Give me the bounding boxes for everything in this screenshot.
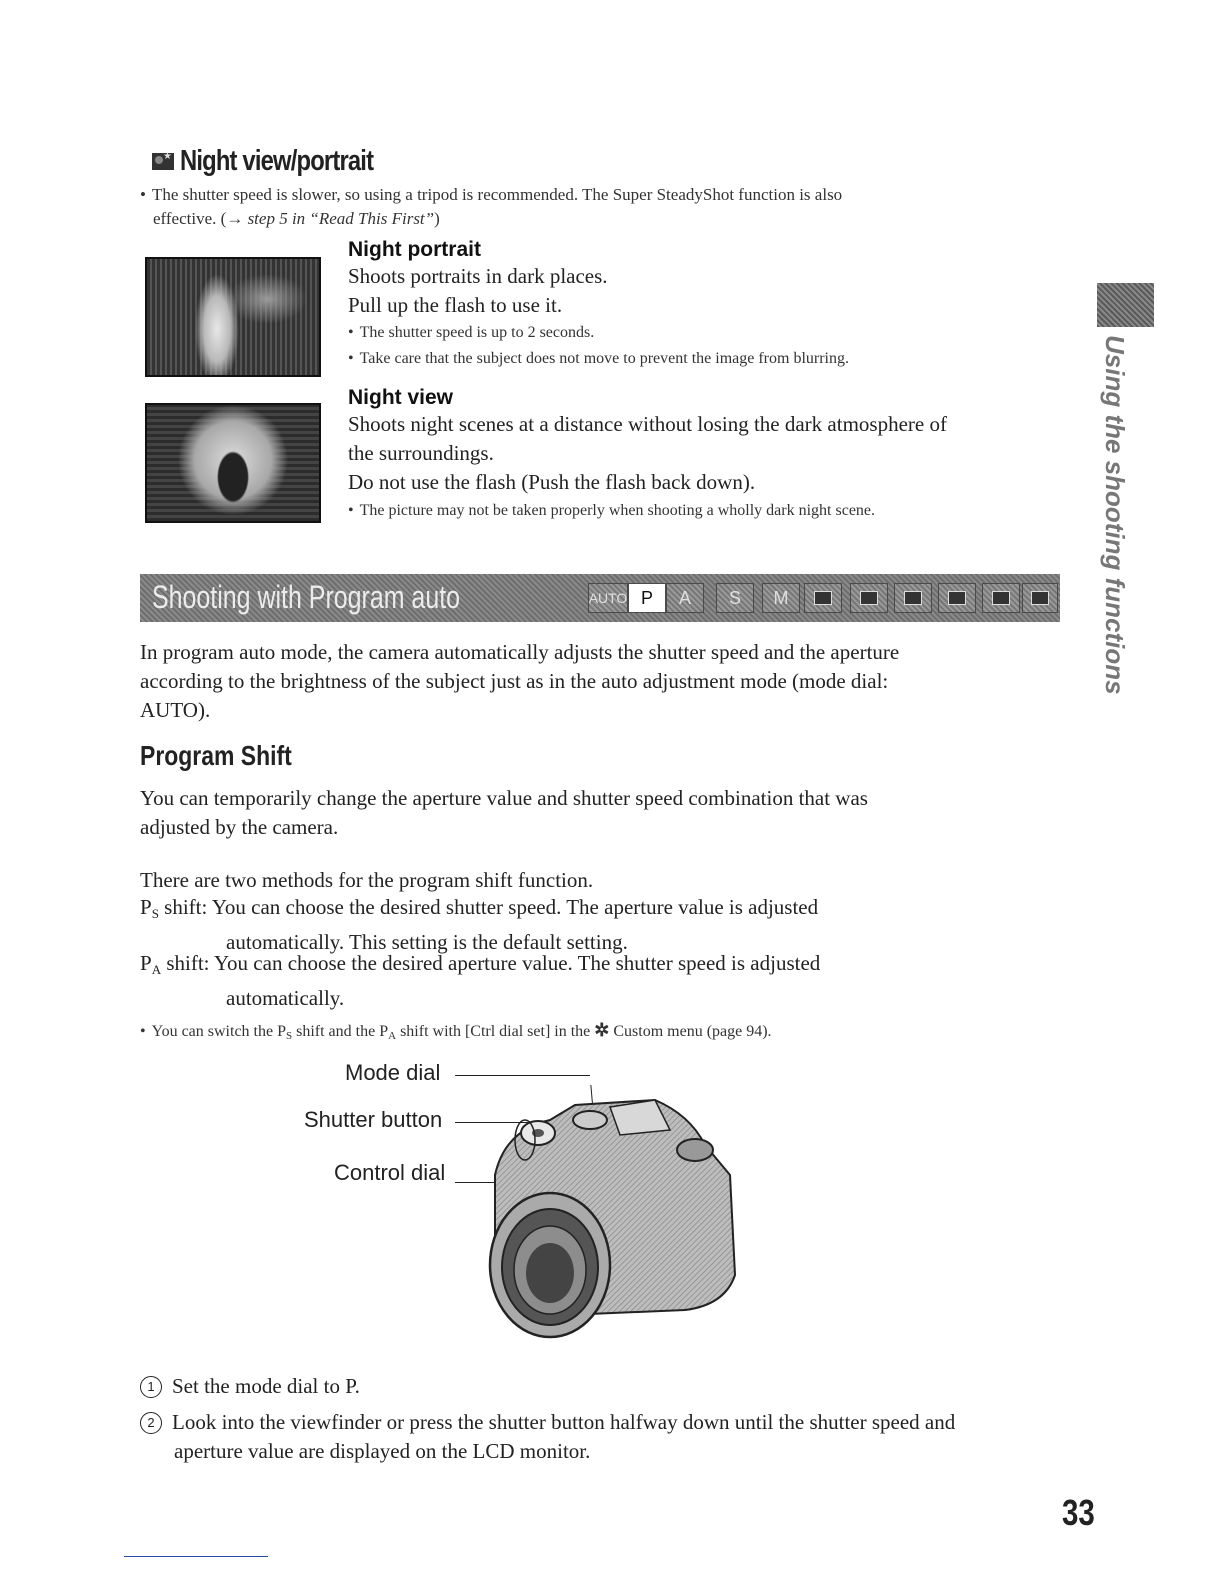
scene-night-icon bbox=[804, 583, 842, 613]
mode-a: A bbox=[666, 583, 704, 613]
camera-illustration bbox=[455, 1085, 745, 1345]
scene-mountain-icon bbox=[982, 583, 1020, 613]
scene-landscape-icon bbox=[894, 583, 932, 613]
program-shift-title: Program Shift bbox=[140, 740, 292, 771]
mode-banner bbox=[140, 574, 1060, 622]
side-tab-marker bbox=[1097, 283, 1154, 327]
banner-title: Shooting with Program auto bbox=[152, 579, 461, 615]
scene-portrait-icon bbox=[850, 583, 888, 613]
mode-p: P bbox=[628, 583, 666, 613]
shutter-button-label: Shutter button bbox=[304, 1107, 443, 1132]
night-portrait-icon bbox=[152, 153, 174, 170]
night-portrait-photo bbox=[145, 257, 321, 377]
footer-rule bbox=[124, 1556, 268, 1557]
scene-macro-icon bbox=[938, 583, 976, 613]
night-view-block: Night view Shoots night scenes at a distance without losing the dark atmosphere of the surroundings. Do not use the flash (Push the flash back down). • The picture may not be taken properly when shooting a wholly dark night scene. bbox=[348, 386, 1068, 525]
night-view-photo bbox=[145, 403, 321, 523]
step-1-number: 1 bbox=[140, 1376, 162, 1398]
section-title: Night view/portrait bbox=[180, 145, 374, 177]
pa-shift-item: $P_A$ shift: You can choose the desired aperture value. The shutter speed is adjusted automatically. bbox=[140, 951, 821, 1010]
night-portrait-block: Night portrait Shoots portraits in dark places. Pull up the flash to use it. • The shutter speed is up to 2 seconds. • Take care that the subject does not move to prevent the image from blurring. bbox=[348, 238, 1068, 372]
step-2: 2 Look into the viewfinder or press the shutter button halfway down until the shutter speed and aperture value are displayed on the LCD monitor. bbox=[140, 1408, 1060, 1466]
night-portrait-heading: Night portrait bbox=[348, 238, 481, 261]
mode-dial-leader bbox=[455, 1075, 590, 1076]
scene-sports-icon bbox=[1022, 583, 1058, 613]
mode-s: S bbox=[716, 583, 754, 613]
step-2-number: 2 bbox=[140, 1412, 162, 1434]
gear-icon: ✲ bbox=[594, 1020, 610, 1040]
program-shift-desc: You can temporarily change the aperture value and shutter speed combination that was adjusted by the camera. bbox=[140, 786, 868, 839]
mode-m: M bbox=[762, 583, 800, 613]
methods-intro: There are two methods for the program shift function. bbox=[140, 868, 594, 892]
mode-auto: AUTO bbox=[588, 583, 628, 613]
ps-shift-item: $P_S$ shift: You can choose the desired shutter speed. The aperture value is adjusted automatically. This setting is the default setting. bbox=[140, 895, 819, 954]
control-dial-label: Control dial bbox=[334, 1160, 446, 1185]
night-view-heading: Night view bbox=[348, 386, 454, 409]
custom-menu-note: • You can switch the $P_S$ shift and the $P_A$ shift with [Ctrl dial set] in the ✲ Custom menu (page 94). bbox=[140, 1020, 772, 1042]
intro-bullet: • The shutter speed is slower, so using a tripod is recommended. The Super SteadyShot function is also effective. (→ step 5 in “Read This First”) bbox=[140, 185, 843, 228]
page-number: 33 bbox=[1062, 1492, 1095, 1533]
step-1: 1 Set the mode dial to P. bbox=[140, 1372, 1060, 1401]
side-tab-label: Using the shooting functions bbox=[1100, 335, 1130, 695]
mode-dial-label: Mode dial bbox=[345, 1060, 441, 1085]
program-intro: In program auto mode, the camera automatically adjusts the shutter speed and the aperture according to the brightness of the subject just as in the auto adjustment mode (mode dial: AUTO). bbox=[140, 640, 900, 722]
